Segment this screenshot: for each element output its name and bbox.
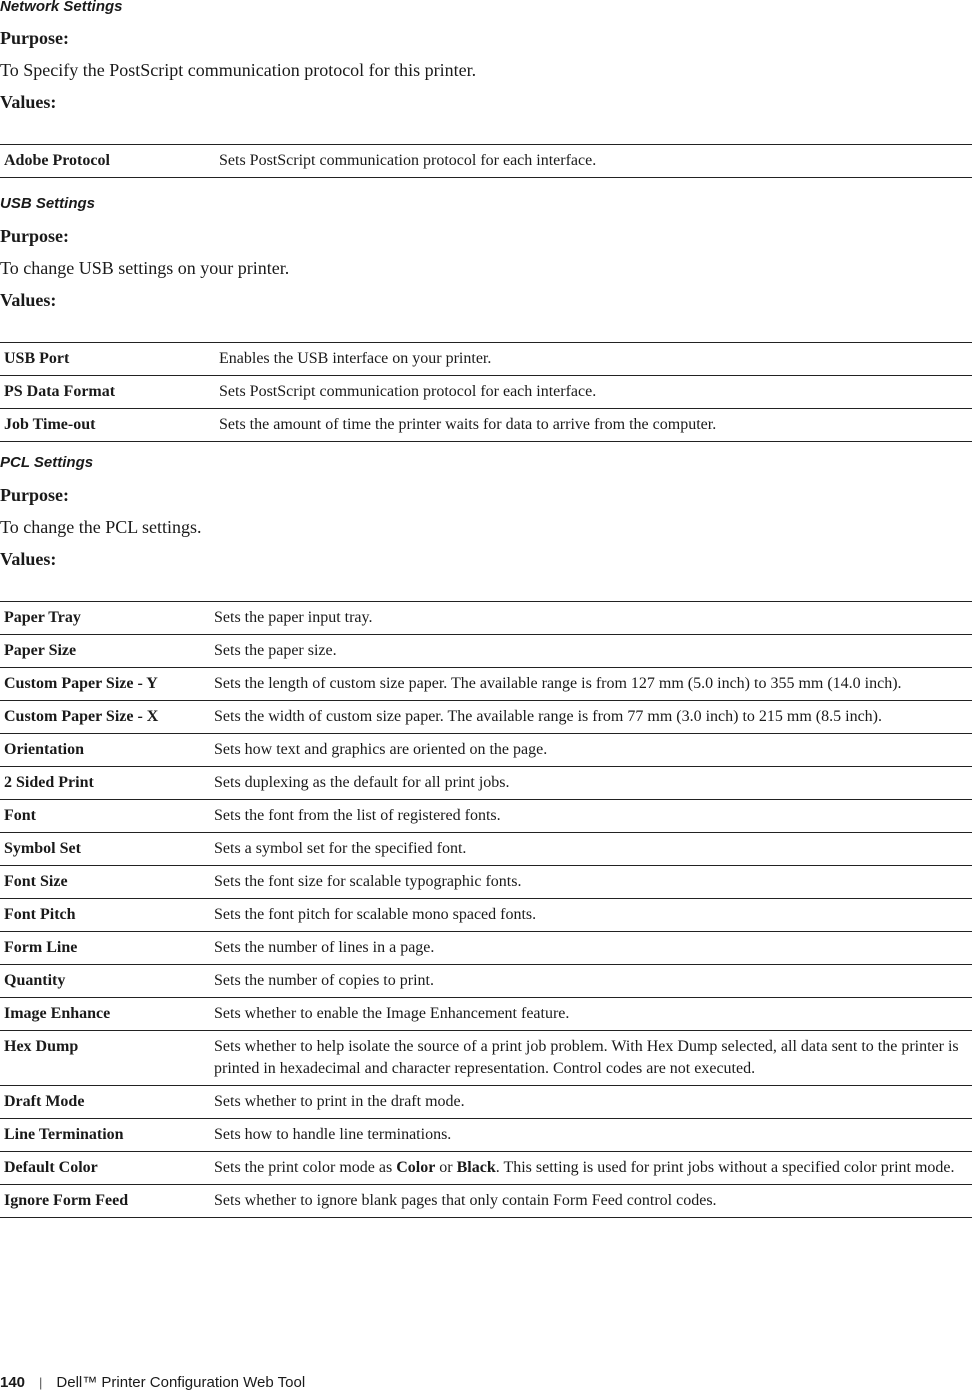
table-row: [0, 767, 972, 800]
table-row: [0, 965, 972, 998]
pcl-settings-heading: PCL Settings: [0, 454, 94, 471]
setting-description: Sets the font pitch for scalable mono spaced fonts.: [214, 906, 537, 923]
table-row: [0, 800, 972, 833]
setting-name: Job Time-out: [4, 416, 96, 433]
setting-name: Font: [4, 807, 36, 824]
table-row: [0, 1086, 972, 1119]
pcl-values-label: Values:: [0, 549, 57, 569]
table-row: [0, 1152, 972, 1185]
desc-text: Sets the print color mode as: [214, 1159, 397, 1176]
table-row: [0, 1119, 972, 1152]
setting-description: Sets a symbol set for the specified font.: [214, 840, 467, 857]
setting-description: Sets the number of lines in a page.: [214, 939, 435, 956]
setting-description: Sets duplexing as the default for all print jobs.: [214, 774, 510, 791]
setting-description: Sets the font from the list of registered fonts.: [214, 807, 501, 824]
setting-description: Sets the paper input tray.: [214, 609, 373, 626]
table-row: [0, 145, 972, 178]
table-row: [0, 932, 972, 965]
setting-name: Paper Size: [4, 642, 77, 659]
setting-name: Custom Paper Size - X: [4, 708, 159, 725]
setting-name: Draft Mode: [4, 1093, 85, 1110]
desc-text: . This setting is used for print jobs without a specified color print mode.: [495, 1159, 955, 1176]
pcl-purpose-text: To change the PCL settings.: [0, 517, 202, 537]
setting-name: 2 Sided Print: [4, 774, 94, 791]
usb-values-table: [0, 342, 972, 442]
pcl-purpose-label: Purpose:: [0, 485, 69, 505]
setting-name: Ignore Form Feed: [4, 1192, 129, 1209]
table-row: [0, 1185, 972, 1218]
setting-description: Sets the font size for scalable typographic fonts.: [214, 873, 522, 890]
setting-name: Image Enhance: [4, 1005, 111, 1022]
setting-description: Enables the USB interface on your printer.: [219, 350, 492, 367]
page-footer: [0, 1374, 305, 1391]
setting-name: Quantity: [4, 972, 66, 989]
setting-description: Sets the amount of time the printer waits for data to arrive from the computer.: [219, 416, 717, 433]
usb-settings-heading: USB Settings: [0, 195, 96, 212]
setting-name: Adobe Protocol: [4, 152, 110, 169]
usb-purpose-label: Purpose:: [0, 226, 69, 246]
table-row: [0, 409, 972, 442]
page-number: 140: [0, 1374, 26, 1391]
table-row: [0, 866, 972, 899]
table-row: [0, 998, 972, 1031]
setting-name: USB Port: [4, 350, 70, 367]
setting-description: Sets PostScript communication protocol for each interface.: [219, 152, 597, 169]
table-row: [0, 701, 972, 734]
table-row: [0, 602, 972, 635]
setting-description: Sets how to handle line terminations.: [214, 1126, 452, 1143]
pcl-values-table: [0, 601, 972, 1218]
setting-description: Sets the number of copies to print.: [214, 972, 434, 989]
setting-description: Sets whether to help isolate the source of a print job problem. With Hex Dump selected, all data sent to the printer is printed in hexadecimal and character representation. Control codes are not executed.: [214, 1038, 959, 1077]
network-purpose-text: To Specify the PostScript communication protocol for this printer.: [0, 60, 477, 80]
setting-name: Hex Dump: [4, 1038, 79, 1055]
setting-description: Sets the width of custom size paper. The available range is from 77 mm (3.0 inch) to 215 mm (8.5 inch).: [214, 708, 882, 725]
usb-values-label: Values:: [0, 290, 57, 310]
setting-description: Sets PostScript communication protocol for each interface.: [219, 383, 597, 400]
setting-name: Form Line: [4, 939, 78, 956]
desc-text: or: [435, 1159, 457, 1176]
network-purpose-label: Purpose:: [0, 28, 69, 48]
setting-name: Paper Tray: [4, 609, 81, 626]
setting-description: Sets whether to print in the draft mode.: [214, 1093, 465, 1110]
black-option-text: Black: [456, 1159, 496, 1176]
setting-description: Sets the length of custom size paper. The available range is from 127 mm (5.0 inch) to 355 mm (14.0 inch).: [214, 675, 902, 692]
setting-name: Symbol Set: [4, 840, 81, 857]
setting-name: Line Termination: [4, 1126, 124, 1143]
table-row: [0, 1031, 972, 1086]
network-values-table: [0, 144, 972, 178]
footer-separator: |: [39, 1375, 43, 1390]
setting-description: Sets whether to enable the Image Enhancement feature.: [214, 1005, 570, 1022]
color-option-text: Color: [396, 1159, 436, 1176]
table-row: [0, 343, 972, 376]
table-row: [0, 899, 972, 932]
table-row: [0, 734, 972, 767]
setting-name: Font Size: [4, 873, 68, 890]
table-row: [0, 635, 972, 668]
setting-description: Sets the paper size.: [214, 642, 337, 659]
setting-name: Default Color: [4, 1159, 98, 1176]
network-values-label: Values:: [0, 92, 57, 112]
setting-name: Font Pitch: [4, 906, 76, 923]
table-row: [0, 668, 972, 701]
usb-purpose-text: To change USB settings on your printer.: [0, 258, 290, 278]
setting-name: Custom Paper Size - Y: [4, 675, 158, 692]
table-row: [0, 376, 972, 409]
setting-name: Orientation: [4, 741, 84, 758]
table-row: [0, 833, 972, 866]
footer-title: Dell™ Printer Configuration Web Tool: [56, 1374, 306, 1391]
setting-description: Sets whether to ignore blank pages that only contain Form Feed control codes.: [214, 1192, 717, 1209]
setting-description: [210, 1152, 972, 1185]
network-settings-heading: Network Settings: [0, 0, 123, 15]
setting-description: Sets how text and graphics are oriented on the page.: [214, 741, 548, 758]
setting-name: PS Data Format: [4, 383, 116, 400]
